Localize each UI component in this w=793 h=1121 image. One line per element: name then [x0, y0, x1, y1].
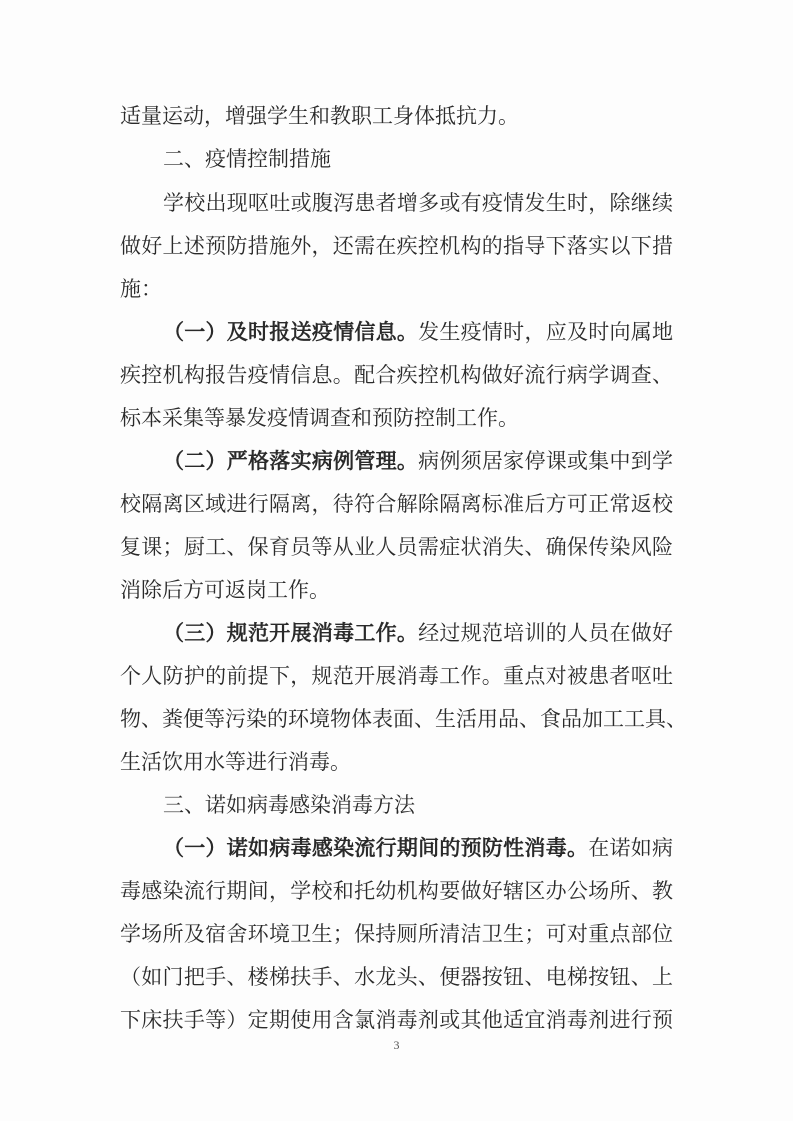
line-text: 学校出现呕吐或腹泻患者增多或有疫情发生时，除继续 — [163, 191, 673, 215]
heading-text: 二、疫情控制措施 — [163, 147, 331, 171]
line-text: （如门把手、楼梯扶手、水龙头、便器按钮、电梯按钮、上 — [120, 965, 673, 989]
line-text: 经过规范培训的人员在做好 — [418, 621, 674, 645]
text-line-10 — [120, 487, 673, 521]
text-line-14 — [120, 659, 673, 693]
text-line-7 — [120, 358, 673, 392]
text-line-11 — [120, 530, 673, 564]
line-text: 校隔离区域进行隔离，待符合解除隔离标准后方可正常返校 — [120, 492, 673, 516]
section-heading-2 — [163, 142, 331, 176]
text-line-20 — [120, 917, 673, 951]
text-line-4 — [120, 229, 673, 263]
line-text: 标本采集等暴发疫情调查和预防控制工作。 — [120, 406, 519, 430]
text-line-1 — [120, 99, 519, 133]
paragraph-lead: （一）诺如病毒感染流行期间的预防性消毒。 — [163, 836, 589, 860]
line-text: 做好上述预防措施外，还需在疾控机构的指导下落实以下措 — [120, 234, 673, 258]
page-number: 3 — [393, 1038, 400, 1052]
text-line-15 — [120, 702, 687, 736]
text-line-19 — [120, 874, 673, 908]
text-line-22 — [120, 1003, 673, 1037]
line-text: 学场所及宿舍环境卫生；保持厕所清洁卫生；可对重点部位 — [120, 922, 673, 946]
line-text: 个人防护的前提下，规范开展消毒工作。重点对被患者呕吐 — [120, 664, 673, 688]
text-line-13 — [163, 616, 673, 650]
text-line-16 — [120, 745, 351, 779]
section-heading-3 — [163, 788, 415, 822]
text-line-6 — [163, 315, 673, 349]
paragraph-lead: （一）及时报送疫情信息。 — [163, 320, 419, 344]
line-text: 病例须居家停课或集中到学 — [418, 449, 674, 473]
line-text: 施： — [120, 277, 162, 301]
text-line-18 — [163, 831, 673, 865]
text-line-5 — [120, 272, 162, 306]
line-text: 消除后方可返岗工作。 — [120, 578, 330, 602]
text-line-9 — [163, 444, 673, 478]
paragraph-lead: （三）规范开展消毒工作。 — [163, 621, 419, 645]
line-text: 适量运动，增强学生和教职工身体抵抗力。 — [120, 104, 519, 128]
line-text: 物、粪便等污染的环境物体表面、生活用品、食品加工工具、 — [120, 707, 687, 731]
line-text: 疾控机构报告疫情信息。配合疾控机构做好流行病学调查、 — [120, 363, 673, 387]
line-text: 毒感染流行期间，学校和托幼机构要做好辖区办公场所、教 — [120, 879, 673, 903]
line-text: 发生疫情时，应及时向属地 — [418, 320, 674, 344]
text-line-12 — [120, 573, 330, 607]
heading-text: 三、诺如病毒感染消毒方法 — [163, 793, 415, 817]
text-line-21 — [120, 960, 673, 994]
text-line-8 — [120, 401, 519, 435]
line-text: 生活饮用水等进行消毒。 — [120, 750, 351, 774]
paragraph-lead: （二）严格落实病例管理。 — [163, 449, 419, 473]
line-text: 复课；厨工、保育员等从业人员需症状消失、确保传染风险 — [120, 535, 673, 559]
line-text: 在诺如病 — [588, 836, 674, 860]
line-text: 下床扶手等）定期使用含氯消毒剂或其他适宜消毒剂进行预 — [120, 1008, 673, 1032]
text-line-3 — [163, 186, 673, 220]
